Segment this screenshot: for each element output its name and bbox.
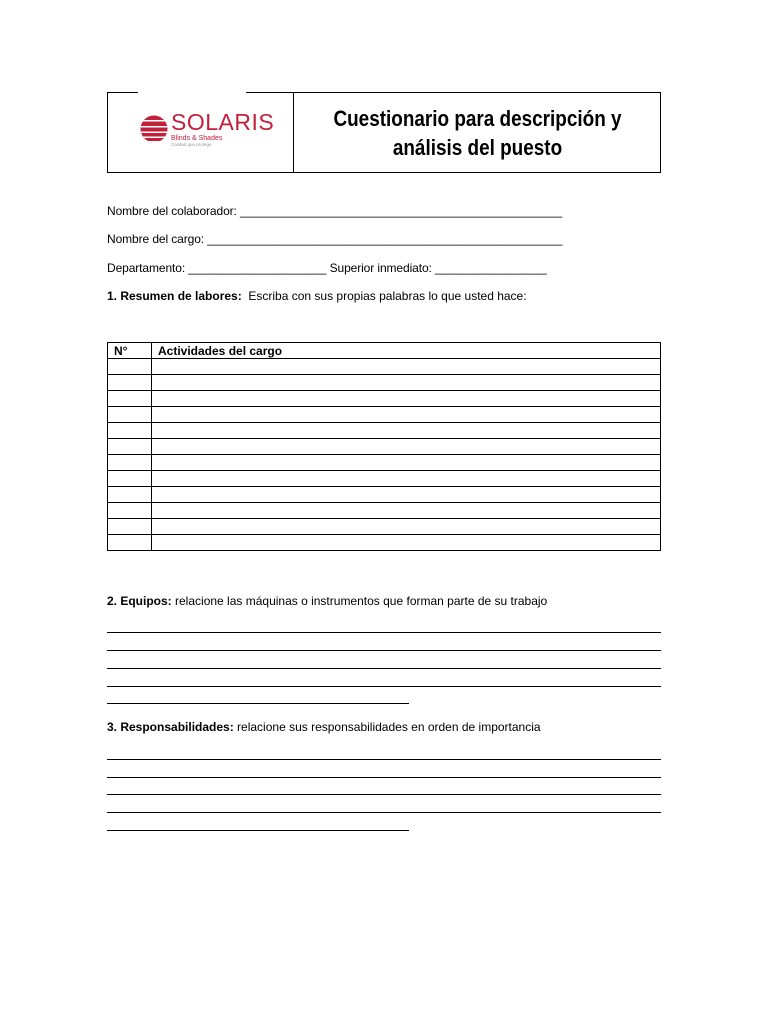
activity-cell[interactable] — [152, 535, 661, 551]
section-2-heading — [107, 594, 547, 608]
section-1-heading — [107, 289, 527, 303]
brand-subtitle: Blinds & Shades — [171, 134, 223, 142]
row-number-cell[interactable] — [108, 487, 152, 503]
table-row — [108, 391, 661, 407]
departamento-superior-field[interactable]: Departamento: _____________________ Superior inmediato: _________________ — [107, 261, 547, 275]
activity-cell[interactable] — [152, 423, 661, 439]
answer-line[interactable] — [107, 703, 409, 704]
section-3-number: 3. Responsabilidades: — [107, 720, 234, 734]
table-row — [108, 359, 661, 375]
solaris-logo — [140, 107, 274, 151]
activity-cell[interactable] — [152, 487, 661, 503]
brand-tagline: Calidad que protege — [171, 141, 212, 147]
activity-cell[interactable] — [152, 471, 661, 487]
activity-cell[interactable] — [152, 439, 661, 455]
activity-cell[interactable] — [152, 503, 661, 519]
row-number-cell[interactable] — [108, 407, 152, 423]
answer-line[interactable] — [107, 686, 661, 687]
answer-line[interactable] — [107, 830, 409, 831]
activity-cell[interactable] — [152, 407, 661, 423]
document-header — [107, 92, 661, 173]
logo-cell — [108, 93, 294, 172]
table-row — [108, 519, 661, 535]
activities-table — [107, 342, 661, 551]
section-1-text: Escriba con sus propias palabras lo que usted hace: — [248, 289, 527, 303]
answer-line[interactable] — [107, 794, 661, 795]
row-number-cell[interactable] — [108, 391, 152, 407]
answer-line[interactable] — [107, 759, 661, 760]
section-3-text: relacione sus responsabilidades en orden de importancia — [237, 720, 541, 734]
activity-cell[interactable] — [152, 359, 661, 375]
table-row — [108, 487, 661, 503]
brand-name: SOLARIS — [171, 108, 275, 135]
activity-cell[interactable] — [152, 391, 661, 407]
colaborador-field[interactable]: Nombre del colaborador: _________________________________________________ — [107, 204, 563, 218]
row-number-cell[interactable] — [108, 439, 152, 455]
document-title — [333, 104, 621, 162]
row-number-cell[interactable] — [108, 535, 152, 551]
table-row — [108, 407, 661, 423]
section-1-number: 1. Resumen de labores: — [107, 289, 242, 303]
row-number-cell[interactable] — [108, 471, 152, 487]
table-row — [108, 455, 661, 471]
activity-cell[interactable] — [152, 375, 661, 391]
answer-line[interactable] — [107, 632, 661, 633]
section-2-number: 2. Equipos: — [107, 594, 172, 608]
activity-cell[interactable] — [152, 455, 661, 471]
row-number-cell[interactable] — [108, 375, 152, 391]
section-2-text: relacione las máquinas o instrumentos que forman parte de su trabajo — [175, 594, 548, 608]
table-row — [108, 471, 661, 487]
answer-line[interactable] — [107, 777, 661, 778]
table-row — [108, 423, 661, 439]
table-row — [108, 535, 661, 551]
title-cell — [294, 93, 660, 172]
row-number-cell[interactable] — [108, 455, 152, 471]
title-line-1: Cuestionario para descripción y — [332, 105, 622, 131]
row-number-cell[interactable] — [108, 503, 152, 519]
column-header-activities: Actividades del cargo — [152, 343, 661, 359]
answer-line[interactable] — [107, 812, 661, 813]
row-number-cell[interactable] — [108, 359, 152, 375]
answer-line[interactable] — [107, 668, 661, 669]
sun-stripes-icon — [140, 107, 168, 151]
row-number-cell[interactable] — [108, 423, 152, 439]
cargo-field[interactable]: Nombre del cargo: ______________________________________________________ — [107, 232, 563, 246]
title-line-2: análisis del puesto — [392, 134, 562, 160]
activity-cell[interactable] — [152, 519, 661, 535]
table-header-row — [108, 343, 661, 359]
column-header-number: N° — [108, 343, 152, 359]
row-number-cell[interactable] — [108, 519, 152, 535]
answer-line[interactable] — [107, 650, 661, 651]
table-row — [108, 375, 661, 391]
table-row — [108, 439, 661, 455]
table-row — [108, 503, 661, 519]
section-3-heading — [107, 720, 541, 734]
